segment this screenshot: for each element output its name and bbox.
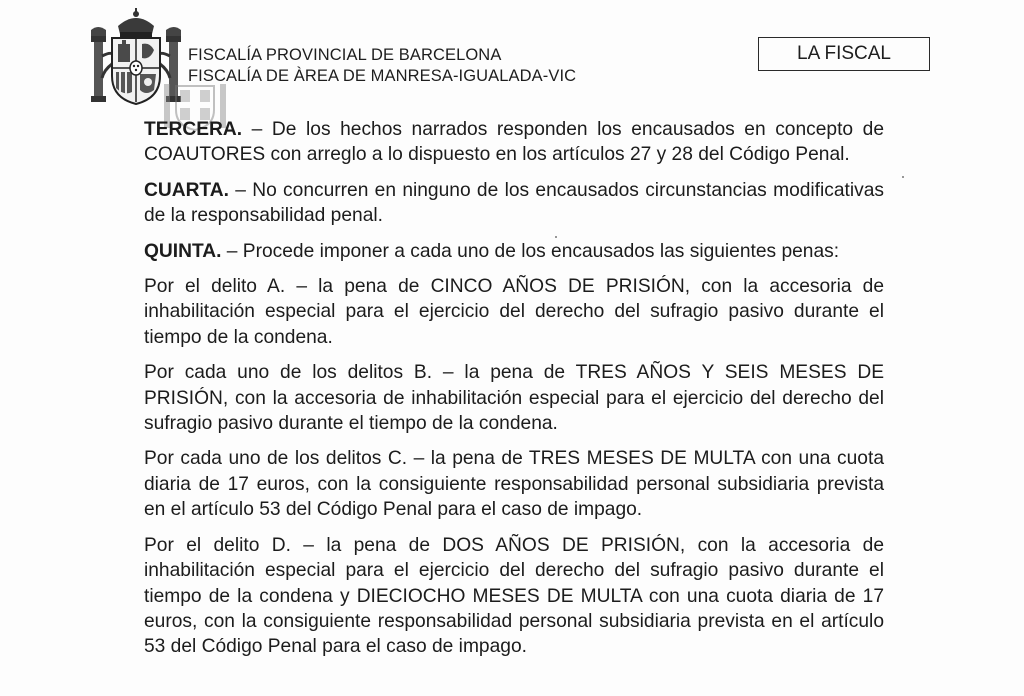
- paragraph-text: Por el delito D. – la pena de DOS AÑOS DE PRISIÓN, con la accesoria de inhabilitación especial para el ejercicio del derecho del sufragio pasivo durante el tiempo de la condena y DIECIOCHO MESES DE MULTA con una cuota diaria de 17 euros, con la consiguiente responsabilidad personal subsidiaria prevista en el artículo 53 del Código Penal para el caso de impago.: [144, 534, 884, 658]
- paragraph-text: Por el delito A. – la pena de CINCO AÑOS DE PRISIÓN, con la accesoria de inhabilitación especial para el ejercicio del derecho del sufragio pasivo durante el tiempo de la condena.: [144, 276, 884, 348]
- penalty-delito-b: [144, 360, 884, 436]
- institution-line-1: FISCALÍA PROVINCIAL DE BARCELONA: [188, 46, 502, 64]
- paragraph-text: – No concurren en ninguno de los encausados circunstancias modificativas de la responsabilidad penal.: [144, 179, 884, 227]
- paragraph-heading: TERCERA.: [144, 119, 243, 140]
- penalty-delito-c: [144, 446, 884, 522]
- penalty-delito-d: [144, 533, 884, 660]
- role-box: LA FISCAL: [758, 37, 930, 71]
- paragraph-text: – De los hechos narrados responden los encausados en concepto de COAUTORES con arreglo a lo dispuesto en los artículos 27 y 28 del Código Penal.: [144, 119, 884, 166]
- paragraph-text: Por cada uno de los delitos C. – la pena de TRES MESES DE MULTA con una cuota diaria de 17 euros, con la consiguiente responsabilidad personal subsidiaria prevista en el artículo 53 del Código Penal para el caso de impago.: [144, 448, 884, 521]
- paragraph-quinta: [144, 239, 884, 264]
- paragraph-text: Por cada uno de los delitos B. – la pena de TRES AÑOS Y SEIS MESES DE PRISIÓN, con la accesoria de inhabilitación especial para el ejercicio del derecho del sufragio pasivo durante el tiempo de la condena.: [144, 362, 884, 435]
- paragraph-cuarta: [144, 178, 884, 229]
- paragraph-heading: CUARTA.: [144, 179, 229, 201]
- institution-header: [188, 45, 576, 87]
- paragraph-text: – Procede imponer a cada uno de los encausados las siguientes penas:: [221, 240, 840, 262]
- institution-line-2: FISCALÍA DE ÀREA DE MANRESA-IGUALADA-VIC: [188, 67, 577, 85]
- paragraph-tercera: [144, 117, 884, 168]
- penalty-delito-a: [144, 274, 884, 350]
- paragraph-heading: QUINTA.: [144, 240, 222, 262]
- document-body: [144, 117, 884, 660]
- scan-speck: [902, 176, 904, 178]
- scan-speck: [555, 236, 557, 238]
